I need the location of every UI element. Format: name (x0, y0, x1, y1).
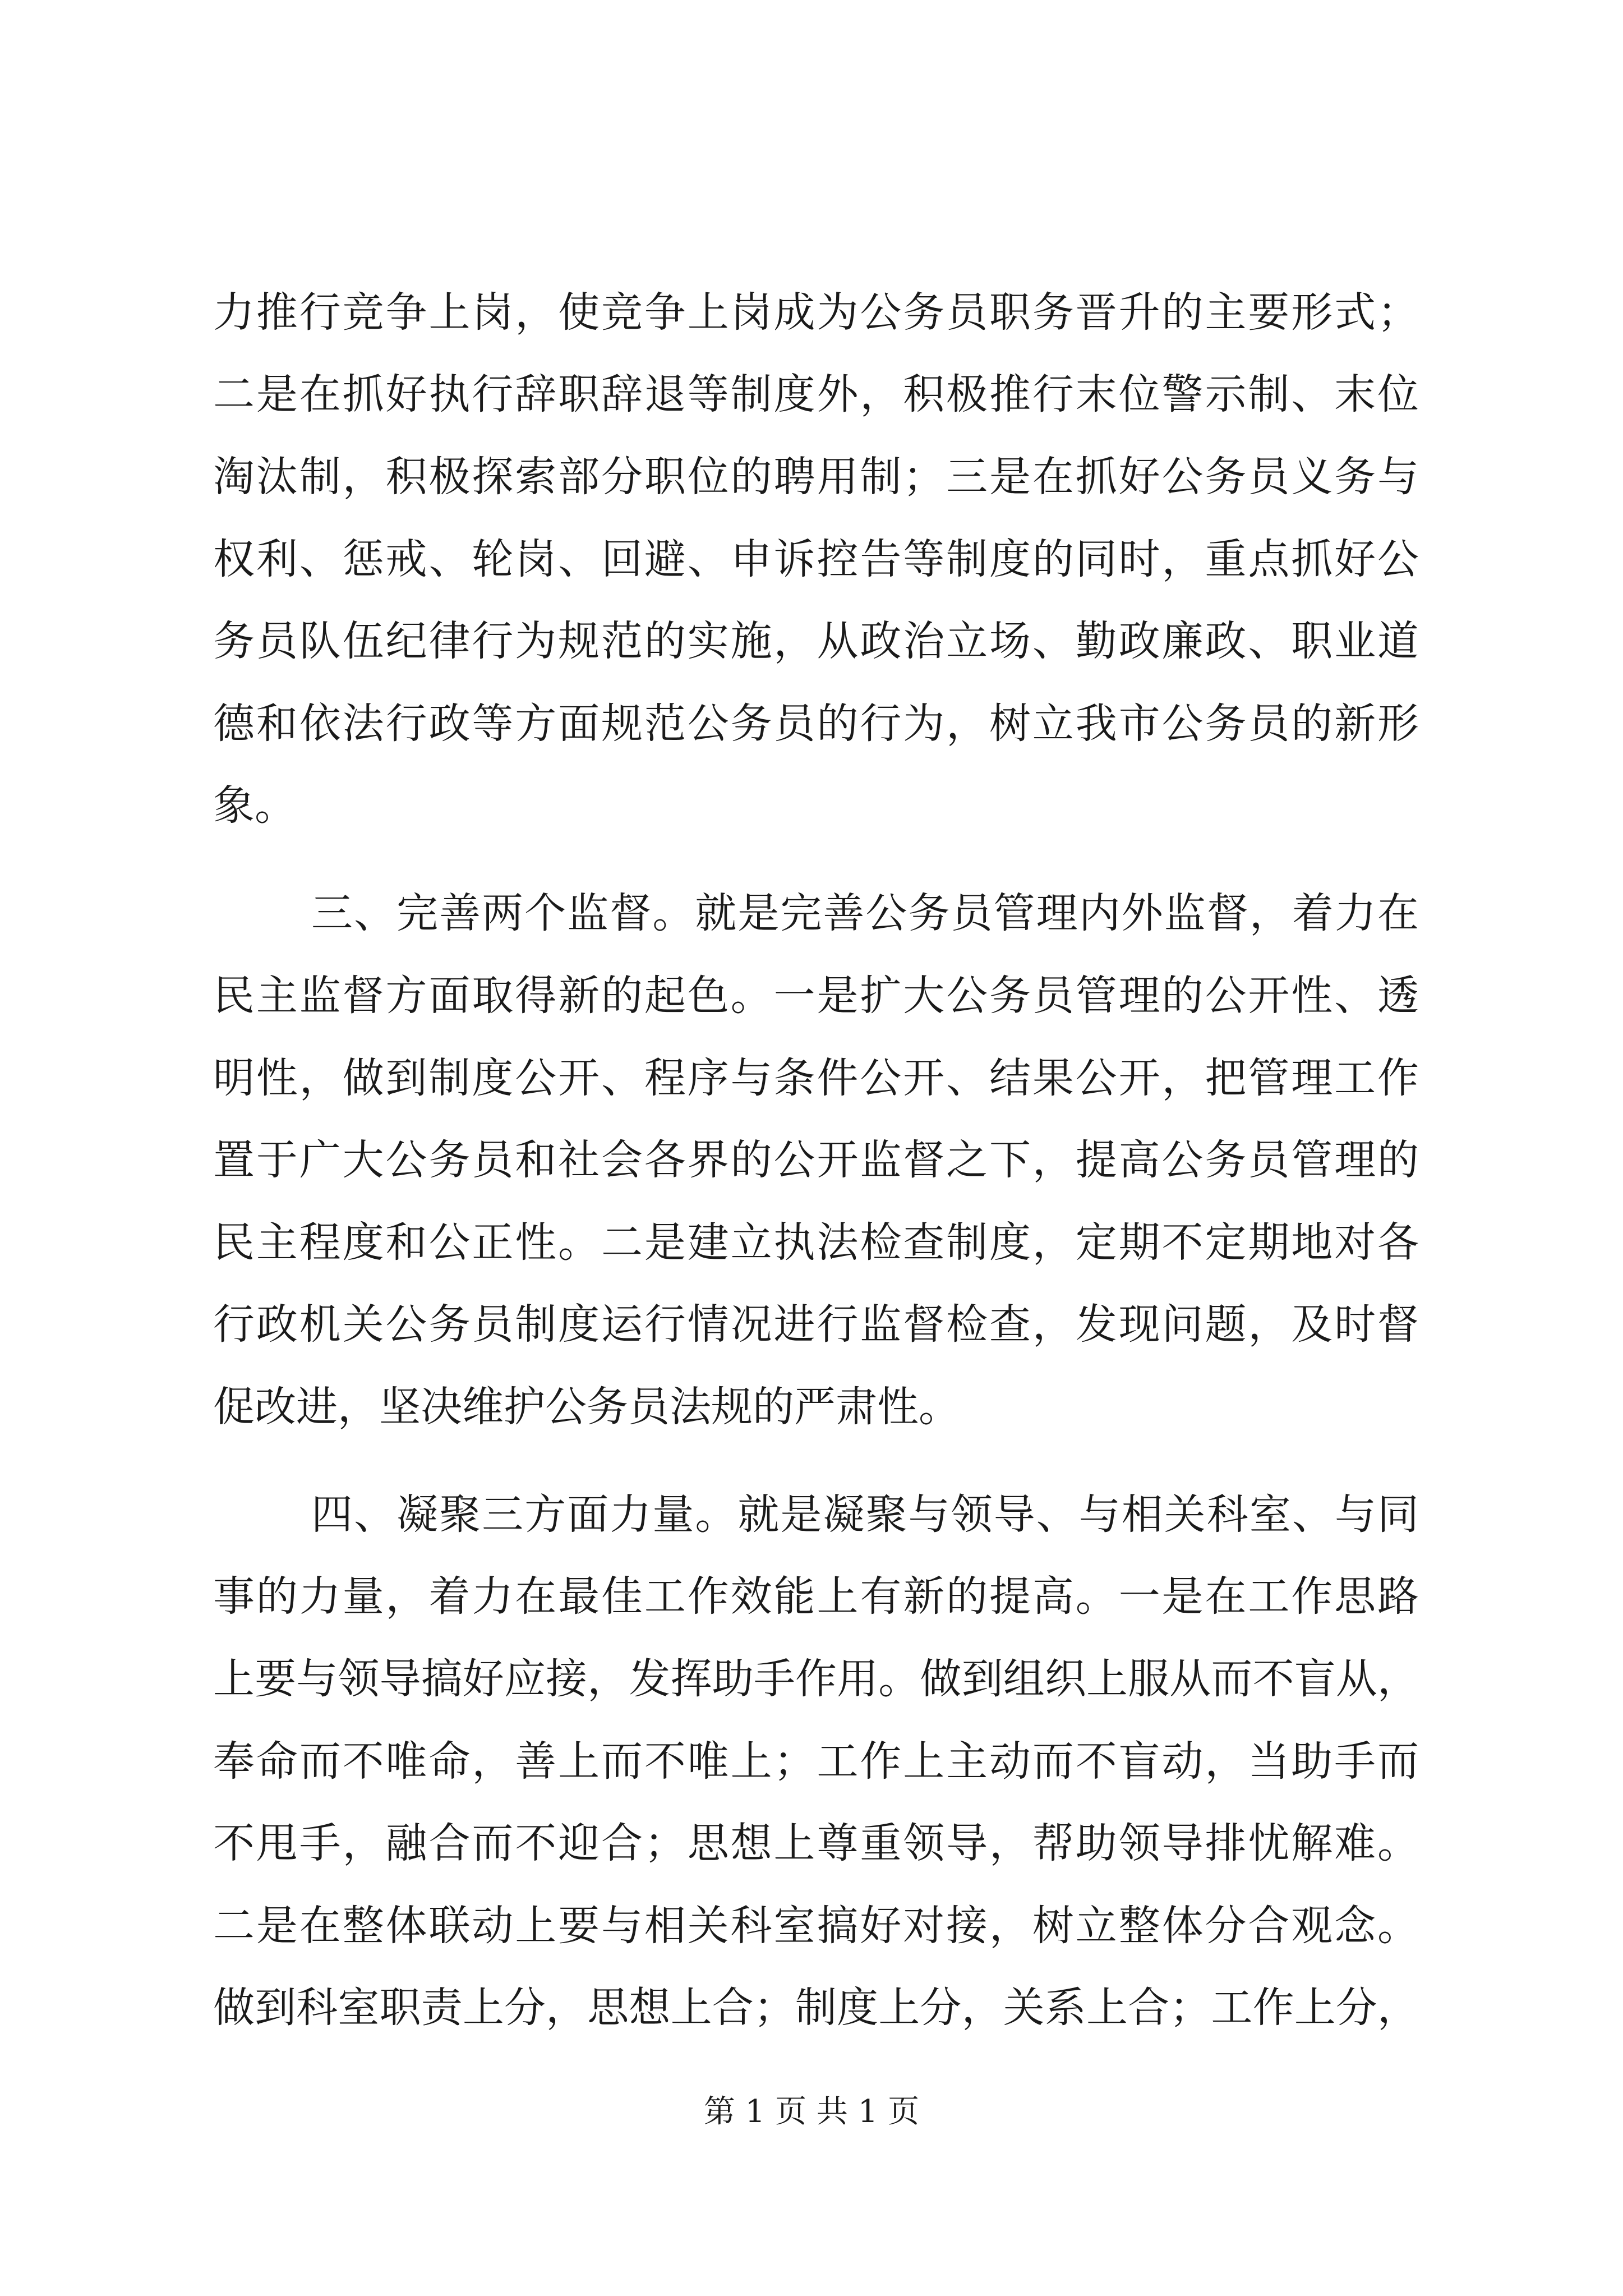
page-footer: 第 1 页 共 1 页 (703, 2093, 920, 2130)
body-line: 二是在抓好执行辞职辞退等制度外，积极推行末位警示制、末位 (213, 370, 1419, 418)
body-line: 力推行竞争上岗，使竞争上岗成为公务员职务晋升的主要形式； (213, 288, 1419, 337)
section-heading-line: 三、完善两个监督。就是完善公务员管理内外监督，着力在 (311, 889, 1419, 937)
body-line: 权利、惩戒、轮岗、回避、申诉控告等制度的同时，重点抓好公 (213, 535, 1419, 583)
body-line: 明性，做到制度公开、程序与条件公开、结果公开，把管理工作 (213, 1054, 1419, 1102)
body-line: 不甩手，融合而不迎合；思想上尊重领导，帮助领导排忧解难。 (213, 1819, 1419, 1867)
body-line: 二是在整体联动上要与相关科室搞好对接，树立整体分合观念。 (213, 1902, 1419, 1950)
body-line: 置于广大公务员和社会各界的公开监督之下，提高公务员管理的 (213, 1136, 1419, 1184)
body-line: 奉命而不唯命，善上而不唯上；工作上主动而不盲动，当助手而 (213, 1737, 1419, 1786)
body-line: 德和依法行政等方面规范公务员的行为，树立我市公务员的新形 (213, 700, 1419, 748)
body-line: 淘汰制，积极探索部分职位的聘用制；三是在抓好公务员义务与 (213, 453, 1419, 501)
body-line: 务员队伍纪律行为规范的实施，从政治立场、勤政廉政、职业道 (213, 617, 1419, 665)
body-line: 象。 (213, 781, 296, 830)
body-line: 民主程度和公正性。二是建立执法检查制度，定期不定期地对各 (213, 1218, 1419, 1267)
body-line: 做到科室职责上分，思想上合；制度上分，关系上合；工作上分， (213, 1984, 1419, 2032)
body-line: 促改进，坚决维护公务员法规的严肃性。 (213, 1383, 960, 1431)
body-line: 行政机关公务员制度运行情况进行监督检查，发现问题，及时督 (213, 1300, 1419, 1349)
body-line: 上要与领导搞好应接，发挥助手作用。做到组织上服从而不盲从， (213, 1655, 1419, 1703)
section-heading-line: 四、凝聚三方面力量。就是凝聚与领导、与相关科室、与同 (311, 1490, 1419, 1539)
body-line: 事的力量，着力在最佳工作效能上有新的提高。一是在工作思路 (213, 1572, 1419, 1621)
body-line: 民主监督方面取得新的起色。一是扩大公务员管理的公开性、透 (213, 972, 1419, 1020)
